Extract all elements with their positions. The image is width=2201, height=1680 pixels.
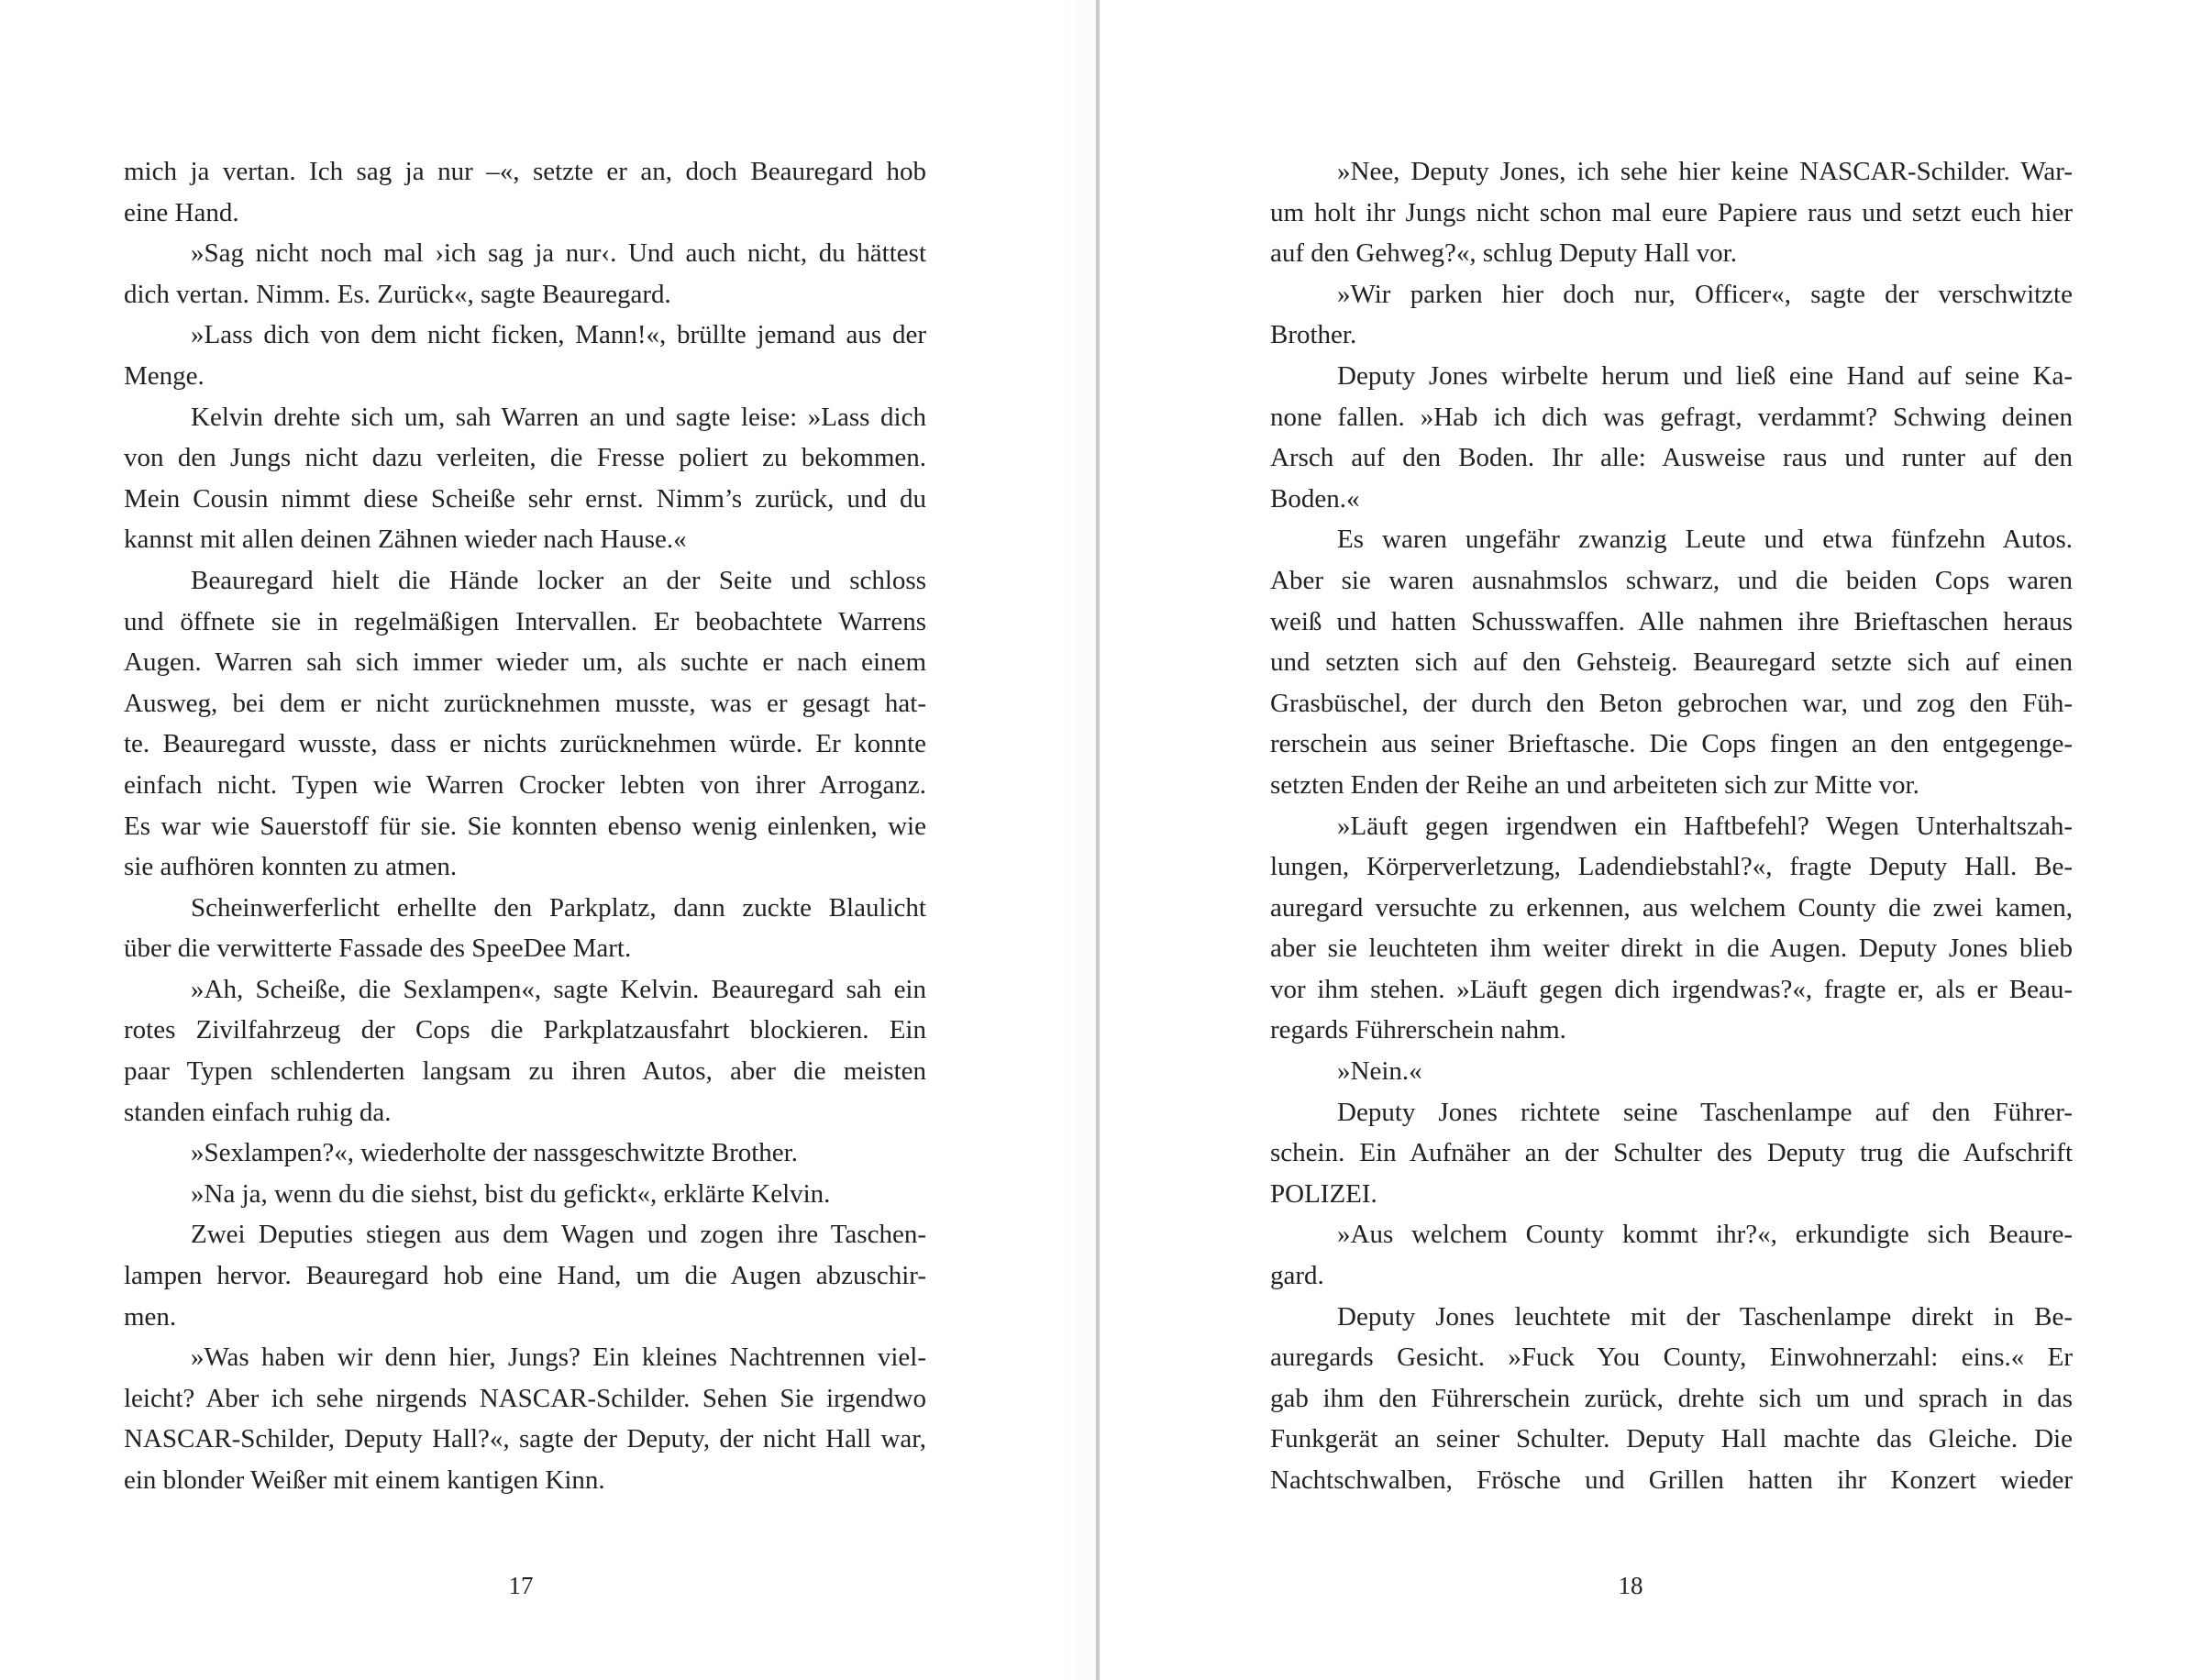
text-line: auf den Gehweg?«, schlug Deputy Hall vor.: [1270, 238, 1737, 269]
text-line: auregard versuchte zu erkennen, aus welchem County die zwei kamen,: [1270, 892, 2073, 923]
text-line: lampen hervor. Beauregard hob eine Hand, um die Augen abzuschir-: [124, 1261, 926, 1291]
text-line: einfach nicht. Typen wie Warren Crocker lebten von ihrer Arroganz.: [124, 769, 926, 800]
text-line: Brother.: [1270, 320, 1357, 350]
text-line: schein. Ein Aufnäher an der Schulter des Deputy trug die Aufschrift: [1270, 1138, 2073, 1168]
text-line: Ausweg, bei dem er nicht zurücknehmen musste, was er gesagt hat-: [124, 688, 926, 718]
text-line: »Sexlampen?«, wiederholte der nassgeschwitzte Brother.: [191, 1138, 798, 1168]
text-line: men.: [124, 1301, 177, 1332]
text-line: »Ah, Scheiße, die Sexlampen«, sagte Kelvin. Beauregard sah ein: [191, 974, 926, 1004]
text-line: te. Beauregard wusste, dass er nichts zurücknehmen würde. Er konnte: [124, 729, 926, 759]
page-divider: [1096, 0, 1100, 1680]
text-line: und öffnete sie in regelmäßigen Intervallen. Er beobachtete Warrens: [124, 606, 926, 636]
text-line: rerschein aus seiner Brieftasche. Die Cops fingen an den entgegenge-: [1270, 729, 2073, 759]
text-line: leicht? Aber ich sehe nirgends NASCAR-Schilder. Sehen Sie irgendwo: [124, 1383, 926, 1413]
text-line: Boden.«: [1270, 483, 1360, 514]
text-line: Nachtschwalben, Frösche und Grillen hatten ihr Konzert wieder: [1270, 1465, 2073, 1495]
text-line: »Sag nicht noch mal ›ich sag ja nur‹. Und auch nicht, du hättest: [191, 238, 926, 269]
text-line: NASCAR-Schilder, Deputy Hall?«, sagte der Deputy, der nicht Hall war,: [124, 1424, 926, 1454]
text-line: Es waren ungefähr zwanzig Leute und etwa fünfzehn Autos.: [1337, 525, 2073, 555]
text-line: um holt ihr Jungs nicht schon mal eure Papiere raus und setzt euch hier: [1270, 197, 2073, 227]
text-line: dich vertan. Nimm. Es. Zurück«, sagte Beauregard.: [124, 279, 671, 309]
text-line: »Lass dich von dem nicht ficken, Mann!«, brüllte jemand aus der: [191, 320, 926, 350]
text-line: »Nee, Deputy Jones, ich sehe hier keine NASCAR-Schilder. War-: [1337, 157, 2073, 186]
text-line: Kelvin drehte sich um, sah Warren an und sagte leise: »Lass dich: [191, 402, 926, 432]
text-line: gab ihm den Führerschein zurück, drehte sich um und sprach in das: [1270, 1383, 2073, 1413]
text-line: kannst mit allen deinen Zähnen wieder nach Hause.«: [124, 525, 687, 555]
text-line: »Nein.«: [1337, 1056, 1422, 1087]
left-page-text: [124, 151, 926, 1501]
text-line: über die verwitterte Fassade des SpeeDee Mart.: [124, 934, 632, 964]
text-line: Augen. Warren sah sich immer wieder um, als suchte er nach einem: [124, 647, 926, 678]
text-line: »Wir parken hier doch nur, Officer«, sagte der verschwitzte: [1337, 279, 2073, 309]
text-line: Menge.: [124, 360, 205, 391]
text-line: »Läuft gegen irgendwen ein Haftbefehl? Wegen Unterhaltszah-: [1337, 811, 2073, 841]
text-line: von den Jungs nicht dazu verleiten, die Fresse poliert zu bekommen.: [124, 443, 926, 473]
text-line: POLIZEI.: [1270, 1178, 1377, 1209]
text-line: »Aus welchem County kommt ihr?«, erkundigte sich Beaure-: [1337, 1220, 2073, 1250]
text-line: vor ihm stehen. »Läuft gegen dich irgendwas?«, fragte er, als er Beau-: [1270, 974, 2073, 1004]
text-line: Grasbüschel, der durch den Beton gebrochen war, und zog den Füh-: [1270, 688, 2073, 718]
text-line: Es war wie Sauerstoff für sie. Sie konnten ebenso wenig einlenken, wie: [124, 811, 926, 841]
page-number-left: 17: [508, 1572, 534, 1599]
text-line: rotes Zivilfahrzeug der Cops die Parkplatzausfahrt blockieren. Ein: [124, 1015, 926, 1045]
text-line: regards Führerschein nahm.: [1270, 1015, 1566, 1045]
text-line: Deputy Jones leuchtete mit der Taschenlampe direkt in Be-: [1337, 1301, 2073, 1332]
right-page: [1100, 0, 2201, 1680]
text-line: standen einfach ruhig da.: [124, 1097, 392, 1127]
text-line: aber sie leuchteten ihm weiter direkt in die Augen. Deputy Jones blieb: [1270, 934, 2073, 964]
text-line: Mein Cousin nimmt diese Scheiße sehr ernst. Nimm’s zurück, und du: [124, 483, 926, 514]
text-line: Zwei Deputies stiegen aus dem Wagen und zogen ihre Taschen-: [191, 1220, 926, 1250]
text-line: Beauregard hielt die Hände locker an der Seite und schloss: [191, 565, 926, 595]
text-line: »Na ja, wenn du die siehst, bist du gefickt«, erklärte Kelvin.: [191, 1178, 831, 1209]
text-line: »Was haben wir denn hier, Jungs? Ein kleines Nachtrennen viel-: [191, 1343, 926, 1373]
text-line: eine Hand.: [124, 197, 239, 227]
text-line: Aber sie waren ausnahmslos schwarz, und die beiden Cops waren: [1270, 565, 2073, 595]
text-line: paar Typen schlenderten langsam zu ihren Autos, aber die meisten: [124, 1056, 926, 1087]
text-line: Scheinwerferlicht erhellte den Parkplatz, dann zuckte Blaulicht: [191, 892, 926, 923]
text-line: setzten Enden der Reihe an und arbeiteten sich zur Mitte vor.: [1270, 769, 1919, 800]
text-line: mich ja vertan. Ich sag ja nur –«, setzte er an, doch Beauregard hob: [124, 157, 926, 186]
text-line: gard.: [1270, 1261, 1324, 1291]
right-page-text: [1270, 151, 2073, 1501]
text-line: weiß und hatten Schusswaffen. Alle nahmen ihre Brieftaschen heraus: [1270, 606, 2073, 636]
text-line: none fallen. »Hab ich dich was gefragt, verdammt? Schwing deinen: [1270, 402, 2073, 432]
text-line: Arsch auf den Boden. Ihr alle: Ausweise raus und runter auf den: [1270, 443, 2073, 473]
text-line: lungen, Körperverletzung, Ladendiebstahl?«, fragte Deputy Hall. Be-: [1270, 852, 2073, 882]
text-line: Deputy Jones wirbelte herum und ließ eine Hand auf seine Ka-: [1337, 360, 2073, 391]
left-page: [0, 0, 1097, 1680]
text-line: sie aufhören konnten zu atmen.: [124, 852, 458, 882]
page-number-right: 18: [1618, 1572, 1643, 1599]
text-line: ein blonder Weißer mit einem kantigen Kinn.: [124, 1465, 605, 1495]
text-line: Funkgerät an seiner Schulter. Deputy Hall machte das Gleiche. Die: [1270, 1424, 2073, 1454]
text-line: Deputy Jones richtete seine Taschenlampe auf den Führer-: [1337, 1097, 2073, 1127]
text-line: und setzten sich auf den Gehsteig. Beauregard setzte sich auf einen: [1270, 647, 2073, 678]
text-line: auregards Gesicht. »Fuck You County, Einwohnerzahl: eins.« Er: [1270, 1343, 2073, 1373]
